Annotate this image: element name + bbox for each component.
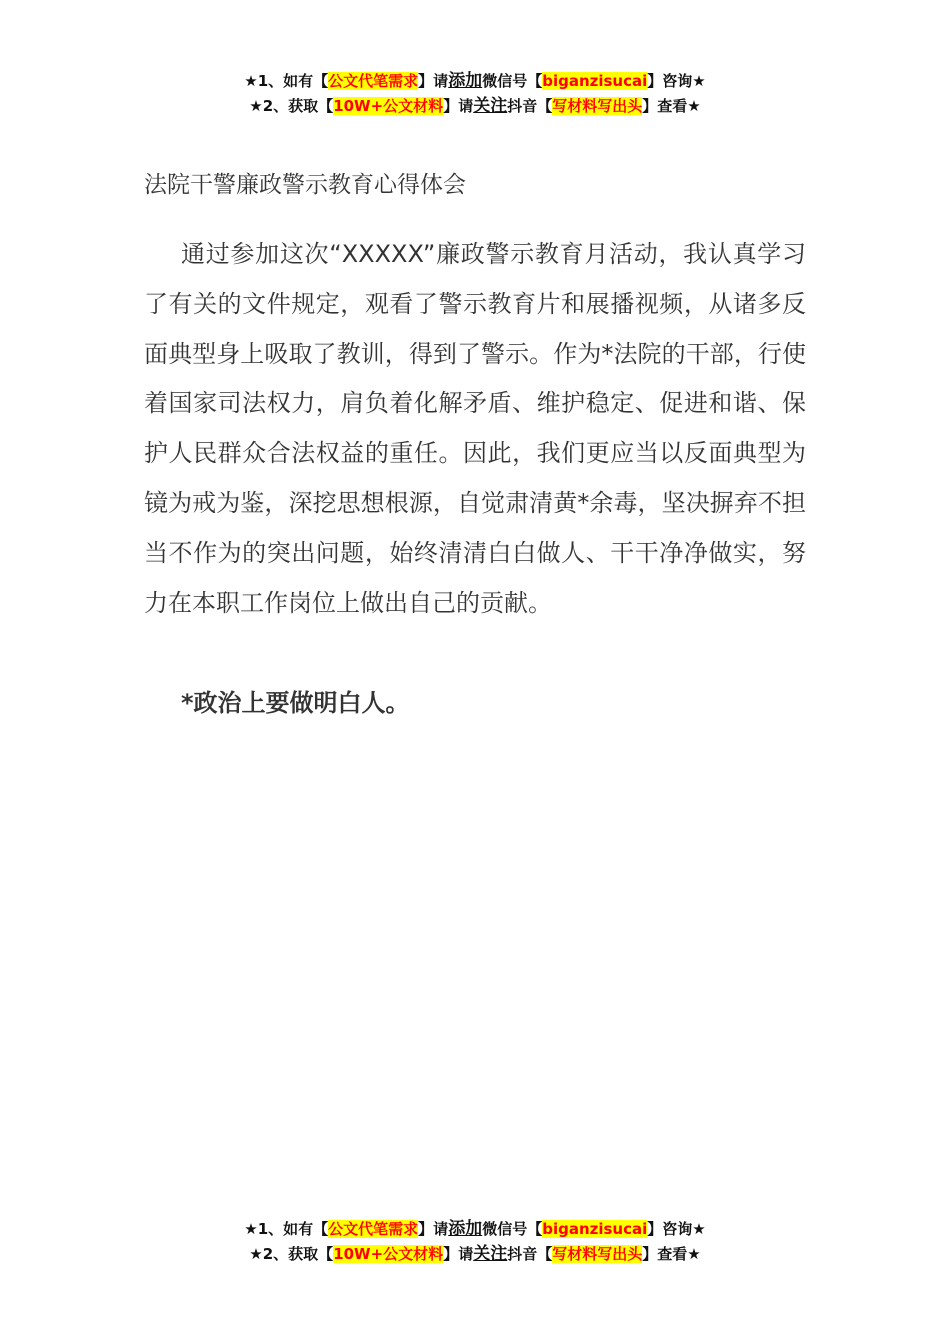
- banner-text: 】请: [443, 97, 474, 115]
- banner-line-2: [0, 94, 950, 119]
- banner-underline: 添加: [448, 71, 483, 91]
- banner-wechat-id: biganzisucai: [542, 72, 648, 90]
- banner-douyin-id: 写材料写出头: [552, 1245, 643, 1263]
- banner-text: 微信号【: [482, 72, 543, 90]
- banner-text: 】咨询★: [647, 72, 706, 90]
- banner-text: 】查看★: [642, 1245, 701, 1263]
- banner-underline: 关注: [473, 1244, 508, 1264]
- banner-text: 】咨询★: [647, 1220, 706, 1238]
- footer-banner: [0, 1217, 950, 1267]
- banner-highlight: 10W+公文材料: [333, 1245, 444, 1263]
- banner-highlight: 10W+公文材料: [333, 97, 444, 115]
- banner-text: 微信号【: [482, 1220, 543, 1238]
- document-title: 法院干警廉政警示教育心得体会: [144, 172, 466, 198]
- banner-douyin-id: 写材料写出头: [552, 97, 643, 115]
- banner-highlight: 公文代笔需求: [328, 72, 419, 90]
- banner-text: ★1、如有【: [244, 1220, 329, 1238]
- banner-text: 抖音【: [507, 1245, 553, 1263]
- banner-text: ★2、获取【: [249, 97, 334, 115]
- banner-text: 】请: [418, 1220, 449, 1238]
- banner-line-2: [0, 1242, 950, 1267]
- banner-text: 】查看★: [642, 97, 701, 115]
- banner-underline: 关注: [473, 96, 508, 116]
- banner-text: 抖音【: [507, 97, 553, 115]
- banner-highlight: 公文代笔需求: [328, 1220, 419, 1238]
- banner-text: ★1、如有【: [244, 72, 329, 90]
- banner-line-1: [0, 69, 950, 94]
- banner-text: ★2、获取【: [249, 1245, 334, 1263]
- banner-underline: 添加: [448, 1219, 483, 1239]
- section-heading: *政治上要做明白人。: [181, 689, 410, 717]
- banner-text: 】请: [418, 72, 449, 90]
- body-paragraph: 通过参加这次“XXXXX”廉政警示教育月活动，我认真学习了有关的文件规定，观看了警示教育片和展播视频，从诸多反面典型身上吸取了教训，得到了警示。作为*法院的干部，行使着国家司法权力，肩负着化解矛盾、维护稳定、促进和谐、保护人民群众合法权益的重任。因此，我们更应当以反面典型为镜为戒为鉴，深挖思想根源，自觉肃清黄*余毒，坚决摒弃不担当不作为的突出问题，始终清清白白做人、干干净净做实，努力在本职工作岗位上做出自己的贡献。: [144, 240, 806, 617]
- banner-wechat-id: biganzisucai: [542, 1220, 648, 1238]
- banner-line-1: [0, 1217, 950, 1242]
- banner-text: 】请: [443, 1245, 474, 1263]
- header-banner: [0, 69, 950, 119]
